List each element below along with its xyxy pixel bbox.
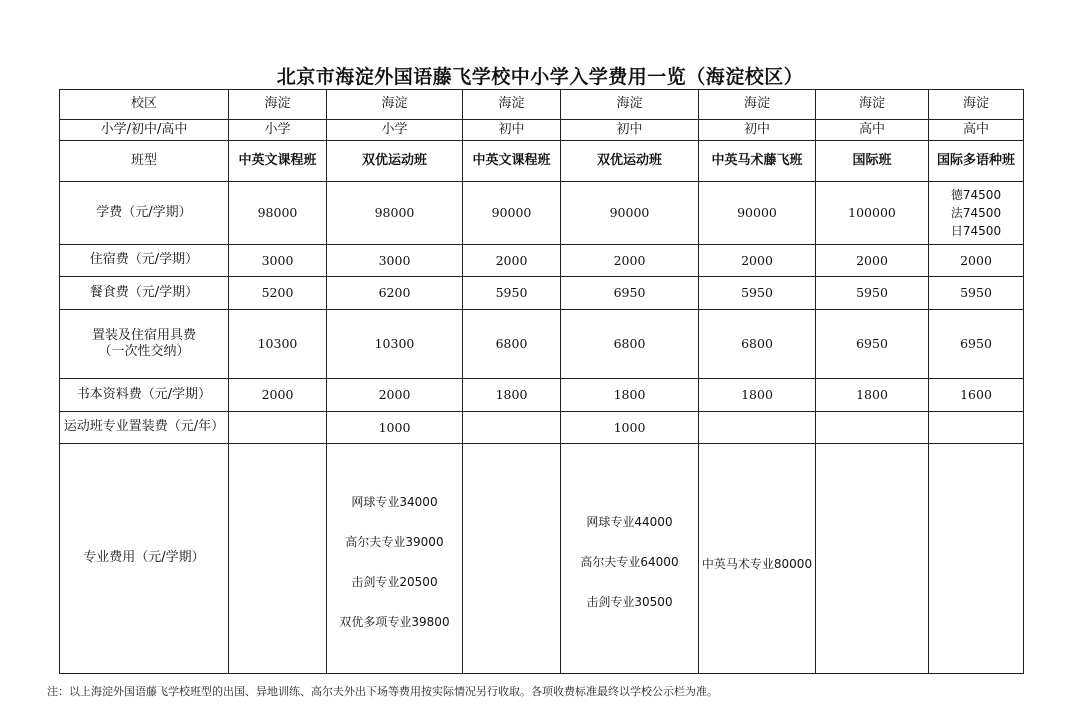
row-label: 餐食费（元/学期） [60, 277, 229, 310]
class-type-cell: 国际多语种班 [929, 141, 1024, 182]
row-label-line: （一次性交纳） [98, 344, 190, 359]
class-type-cell: 双优运动班 [327, 141, 463, 182]
cell: 90000 [561, 182, 699, 245]
row-books [60, 379, 1024, 412]
cell: 10300 [327, 310, 463, 379]
cell: 1800 [463, 379, 561, 412]
cell: 海淀 [327, 90, 463, 120]
cell [699, 412, 816, 444]
row-campus [60, 90, 1024, 120]
fee-item: 击剑专业20500 [351, 575, 438, 589]
cell: 90000 [699, 182, 816, 245]
class-type-cell: 双优运动班 [561, 141, 699, 182]
cell: 海淀 [229, 90, 327, 120]
cell [816, 444, 929, 674]
fee-table [59, 89, 1024, 674]
cell: 2000 [816, 245, 929, 277]
fee-item: 高尔夫专业39000 [345, 535, 444, 549]
footnote: 注：以上海淀外国语藤飞学校班型的出国、异地训练、高尔夫外出下场等费用按实际情况另行收取。各项收费标准最终以学校公示栏为准。 [47, 685, 718, 698]
row-label: 小学/初中/高中 [60, 120, 229, 141]
cell: 海淀 [699, 90, 816, 120]
cell-junior-sports-fees [561, 444, 699, 674]
cell: 5950 [816, 277, 929, 310]
cell: 1800 [699, 379, 816, 412]
fee-item: 网球专业44000 [586, 515, 673, 529]
cell-primary-sports-fees [327, 444, 463, 674]
class-type-cell: 中英马术藤飞班 [699, 141, 816, 182]
cell: 6800 [699, 310, 816, 379]
fee-item: 双优多项专业39800 [339, 615, 450, 629]
class-type-cell: 中英文课程班 [463, 141, 561, 182]
cell: 1000 [327, 412, 463, 444]
cell: 2000 [229, 379, 327, 412]
row-meals [60, 277, 1024, 310]
cell: 6800 [561, 310, 699, 379]
row-label: 住宿费（元/学期） [60, 245, 229, 277]
row-level [60, 120, 1024, 141]
cell: 海淀 [561, 90, 699, 120]
cell [463, 444, 561, 674]
cell: 2000 [561, 245, 699, 277]
cell: 小学 [327, 120, 463, 141]
row-equipment [60, 310, 1024, 379]
cell: 6800 [463, 310, 561, 379]
cell: 2000 [929, 245, 1024, 277]
row-sports-equipment [60, 412, 1024, 444]
cell: 2000 [327, 379, 463, 412]
cell: 5950 [463, 277, 561, 310]
cell: 90000 [463, 182, 561, 245]
cell: 6950 [816, 310, 929, 379]
row-boarding [60, 245, 1024, 277]
row-tuition [60, 182, 1024, 245]
cell: 小学 [229, 120, 327, 141]
cell: 海淀 [463, 90, 561, 120]
cell: 6950 [929, 310, 1024, 379]
cell [229, 444, 327, 674]
cell: 1000 [561, 412, 699, 444]
cell: 2000 [699, 245, 816, 277]
row-professional-fees [60, 444, 1024, 674]
row-label [60, 310, 229, 379]
tuition-french: 法74500 [950, 205, 1002, 220]
cell: 2000 [463, 245, 561, 277]
cell: 初中 [463, 120, 561, 141]
cell: 98000 [327, 182, 463, 245]
cell-equestrian-fee [699, 444, 816, 674]
cell: 初中 [561, 120, 699, 141]
cell [229, 412, 327, 444]
cell: 高中 [929, 120, 1024, 141]
cell: 海淀 [929, 90, 1024, 120]
row-label: 校区 [60, 90, 229, 120]
row-label: 班型 [60, 141, 229, 182]
page-title: 北京市海淀外国语藤飞学校中小学入学费用一览（海淀校区） [276, 66, 804, 88]
tuition-japanese: 日74500 [950, 223, 1002, 238]
fee-item: 击剑专业30500 [586, 595, 673, 609]
cell: 6950 [561, 277, 699, 310]
row-label: 专业费用（元/学期） [60, 444, 229, 674]
row-label: 书本资料费（元/学期） [60, 379, 229, 412]
cell: 1600 [929, 379, 1024, 412]
tuition-german: 德74500 [950, 187, 1002, 202]
row-label: 运动班专业置装费（元/年） [60, 412, 229, 444]
fee-item: 高尔夫专业64000 [580, 555, 679, 569]
cell: 100000 [816, 182, 929, 245]
row-label: 学费（元/学期） [60, 182, 229, 245]
cell [463, 412, 561, 444]
cell [929, 412, 1024, 444]
cell: 3000 [229, 245, 327, 277]
cell-multi-language-tuition [929, 182, 1024, 245]
cell: 1800 [561, 379, 699, 412]
class-type-cell: 国际班 [816, 141, 929, 182]
cell: 5200 [229, 277, 327, 310]
cell: 高中 [816, 120, 929, 141]
cell: 海淀 [816, 90, 929, 120]
fee-item: 网球专业34000 [351, 495, 438, 509]
cell: 3000 [327, 245, 463, 277]
fee-item: 中英马术专业80000 [701, 557, 813, 571]
cell [929, 444, 1024, 674]
cell: 5950 [929, 277, 1024, 310]
cell: 5950 [699, 277, 816, 310]
cell: 10300 [229, 310, 327, 379]
row-label-line: 置装及住宿用具费 [91, 327, 196, 343]
cell: 98000 [229, 182, 327, 245]
cell: 6200 [327, 277, 463, 310]
cell: 初中 [699, 120, 816, 141]
cell: 1800 [816, 379, 929, 412]
cell [816, 412, 929, 444]
class-type-cell: 中英文课程班 [229, 141, 327, 182]
row-class-type [60, 141, 1024, 182]
